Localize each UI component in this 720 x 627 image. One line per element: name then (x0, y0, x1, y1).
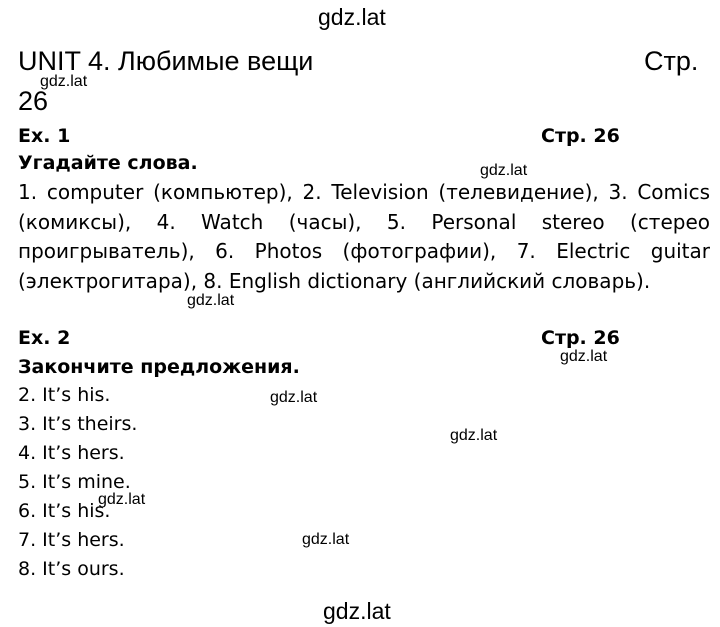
unit-title: UNIT 4. Любимые вещи (18, 46, 314, 76)
ex2-answer-item: 8. It’s ours. (18, 558, 125, 580)
ex2-answer-item: 4. It’s hers. (18, 442, 125, 464)
watermark: gdz.lat (560, 348, 608, 365)
ex2-task: Закончите предложения. (18, 356, 300, 378)
page-word: Стр. (644, 46, 699, 76)
watermark: gdz.lat (480, 162, 528, 179)
ex1-label: Ex. 1 (18, 125, 71, 147)
ex1-task: Угадайте слова. (18, 152, 198, 174)
ex2-answer-item: 2. It’s his. (18, 384, 111, 406)
watermark: gdz.lat (302, 531, 350, 548)
ex2-answer-item: 6. It’s his. (18, 500, 111, 522)
ex2-page-ref: Стр. 26 (541, 327, 620, 349)
watermark: gdz.lat (450, 427, 498, 444)
ex2-answer-item: 3. It’s theirs. (18, 413, 138, 435)
watermark: gdz.lat (270, 389, 318, 406)
ex1-page-ref: Стр. 26 (541, 125, 620, 147)
page-number: 26 (18, 86, 49, 116)
ex2-answer-item: 7. It’s hers. (18, 529, 125, 551)
watermark-top: gdz.lat (318, 4, 386, 30)
ex1-answer-text: 1. computer (компьютер), 2. Television (телевидение), 3. Comics (комиксы), 4. Watch (часы), 5. Personal stereo (стерео проигрыватель), 6. Photos (фотографии), 7. Electric guitar (электрогитара), 8. English dictionary (английский словарь). (18, 180, 710, 293)
ex2-label: Ex. 2 (18, 327, 71, 349)
watermark: gdz.lat (98, 491, 146, 508)
watermark: gdz.lat (40, 73, 88, 90)
watermark-bottom: gdz.lat (323, 598, 391, 624)
watermark: gdz.lat (187, 292, 235, 309)
ex2-answer-item: 5. It’s mine. (18, 471, 131, 493)
